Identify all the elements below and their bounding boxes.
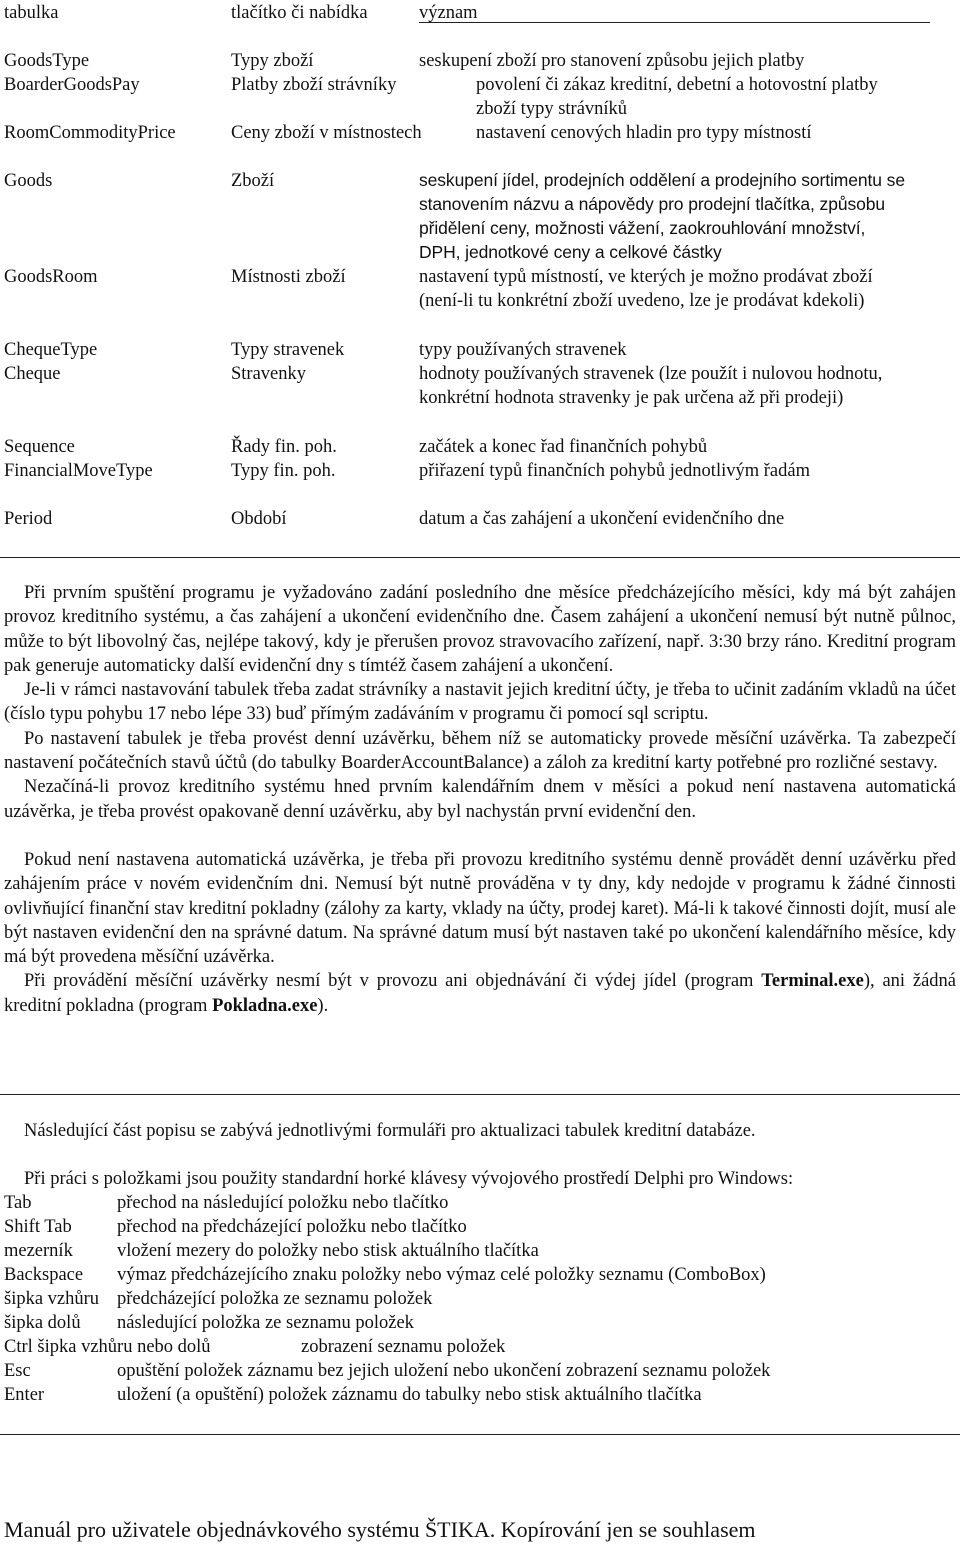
table-cell-button: Typy stravenek	[231, 340, 345, 360]
hotkey-key: mezerník	[4, 1241, 73, 1261]
table-cell-meaning: seskupení jídel, prodejních oddělení a prodejního sortimentu se	[419, 170, 905, 190]
paragraph: Nezačíná-li provoz kreditního systému hned prvním kalendářním dnem v měsíci a pokud není nastavena automatická uzávěrka, je třeba provést opakovaně denní uzávěrku, aby byl nachystán první evidenční den.	[4, 777, 956, 822]
hotkey-key: Tab	[4, 1193, 32, 1213]
header-underline	[419, 22, 930, 23]
table-cell-name: RoomCommodityPrice	[4, 123, 176, 143]
page-footer: Manuál pro uživatele objednávkového systému ŠTIKA. Kopírování jen se souhlasem	[4, 1517, 756, 1542]
table-cell-meaning: začátek a konec řad finančních pohybů	[419, 437, 708, 457]
table-cell-meaning: stanovením názvu a nápovědy pro prodejní tlačítka, způsobu	[419, 194, 886, 214]
table-cell-meaning: přidělení ceny, možnosti vážení, zaokrouhlování množství,	[419, 218, 866, 238]
table-header-col1: tabulka	[4, 3, 59, 23]
paragraph: Je-li v rámci nastavování tabulek třeba zadat strávníky a nastavit jejich kreditní účty, je třeba to učinit zadáním vkladů na účet (číslo typu pohybu 17 nebo lépe 33) buď přímým zadáváním v programu či pomocí sql scriptu.	[4, 680, 956, 725]
table-header-col3: význam	[419, 3, 478, 23]
table-cell-meaning: nastavení typů místností, ve kterých je možno prodávat zboží	[419, 267, 873, 287]
table-cell-name: Period	[4, 509, 53, 529]
table-cell-button: Řady fin. poh.	[231, 437, 337, 457]
hotkey-key: Backspace	[4, 1265, 84, 1285]
program-name: Terminal.exe	[761, 971, 864, 992]
table-cell-meaning: hodnoty používaných stravenek (lze použít i nulovou hodnotu,	[419, 364, 883, 384]
table-cell-meaning: seskupení zboží pro stanovení způsobu jejich platby	[419, 51, 805, 71]
hotkey-desc: předcházející položka ze seznamu položek	[117, 1289, 433, 1309]
table-cell-meaning: konkrétní hodnota stravenky je pak určena až při prodeji)	[419, 388, 844, 408]
hotkey-desc: opuštění položek záznamu bez jejich uložení nebo ukončení zobrazení seznamu položek	[117, 1361, 771, 1381]
table-cell-name: Sequence	[4, 437, 75, 457]
hotkey-key: Esc	[4, 1361, 31, 1381]
table-cell-meaning: přiřazení typů finančních pohybů jednotlivým řadám	[419, 461, 810, 481]
table-cell-button: Období	[231, 509, 287, 529]
table-cell-name: ChequeType	[4, 340, 98, 360]
table-cell-name: GoodsType	[4, 51, 90, 71]
hotkey-key: Enter	[4, 1385, 45, 1405]
table-header-col2: tlačítko či nabídka	[231, 3, 368, 23]
hotkey-desc: uložení (a opuštění) položek záznamu do tabulky nebo stisk aktuálního tlačítka	[117, 1385, 702, 1405]
text-span: ).	[317, 995, 329, 1016]
paragraph: Po nastavení tabulek je třeba provést denní uzávěrku, během níž se automaticky provede měsíční uzávěrka. Ta zabezpečí nastavení počátečních stavů účtů (do tabulky BoarderAccountBalance) a záloh za kreditní karty potřebné pro rozličné sestavy.	[4, 728, 956, 774]
text-section-setup	[4, 581, 956, 1018]
section-divider	[0, 1094, 960, 1095]
table-cell-meaning: typy používaných stravenek	[419, 340, 627, 360]
table-cell-meaning: DPH, jednotkové ceny a celkové částky	[419, 242, 722, 262]
forms-intro: Následující část popisu se zabývá jednotlivými formuláři pro aktualizaci tabulek kreditní databáze.	[24, 1121, 756, 1141]
hotkey-desc: přechod na předcházející položku nebo tlačítko	[117, 1217, 467, 1237]
hotkey-key: šipka vzhůru	[4, 1289, 100, 1309]
paragraph	[4, 969, 956, 1018]
hotkey-desc: výmaz předcházejícího znaku položky nebo výmaz celé položky seznamu (ComboBox)	[117, 1265, 766, 1285]
hotkeys-intro: Při práci s položkami jsou použity standardní horké klávesy vývojového prostředí Delphi pro Windows:	[24, 1169, 794, 1189]
hotkey-desc: přechod na následující položku nebo tlačítko	[117, 1193, 449, 1213]
table-cell-meaning: povolení či zákaz kreditní, debetní a hotovostní platby	[476, 75, 878, 95]
table-cell-button: Platby zboží strávníky	[231, 75, 397, 95]
hotkey-key: Shift Tab	[4, 1217, 72, 1237]
table-cell-meaning: (není-li tu konkrétní zboží uvedeno, lze je prodávat kdekoli)	[419, 291, 865, 311]
program-name: Pokladna.exe	[212, 995, 318, 1016]
section-divider	[0, 1434, 960, 1435]
table-cell-meaning: nastavení cenových hladin pro typy místností	[476, 123, 812, 143]
paragraph: Při prvním spuštění programu je vyžadováno zadání posledního dne měsíce předcházejícího měsíci, kdy má být zahájen provoz kreditního systému, a čas zahájení a ukončení evidenčního dne. Časem zahájení a ukončení nemusí být nutně půlnoc, může to být libovolný čas, nejlépe takový, kdy je přerušen provoz stravovacího zařízení, např. 3:30 brzy ráno. Kreditní program pak generuje automaticky další evidenční dny s tímtéž časem zahájení a ukončení.	[4, 583, 956, 676]
section-divider	[0, 557, 960, 558]
table-cell-name: FinancialMoveType	[4, 461, 153, 481]
hotkey-desc: následující položka ze seznamu položek	[117, 1313, 414, 1333]
table-cell-button: Typy fin. poh.	[231, 461, 336, 481]
table-cell-name: BoarderGoodsPay	[4, 75, 140, 95]
table-cell-button: Ceny zboží v místnostech	[231, 123, 422, 143]
hotkey-desc: zobrazení seznamu položek	[301, 1337, 506, 1357]
hotkey-desc: vložení mezery do položky nebo stisk aktuálního tlačítka	[117, 1241, 539, 1261]
text-span: ), ani žádná kreditní pokladna (program	[4, 971, 957, 1016]
paragraph: Pokud není nastavena automatická uzávěrka, je třeba při provozu kreditního systému denně provádět denní uzávěrku před zahájením práce v novém evidenčním dni. Nemusí být nutně prováděna v ty dny, kdy nedojde v programu k žádné činnosti ovlivňující finanční stav kreditní pokladny (zálohy za karty, vklady na účty, prodej karet). Má-li k takové činnosti dojít, musí ale být nastaven evidenční den na správné datum. Na správné datum musí být nastaven také po ukončení kalendářního měsíce, kdy má být provedena měsíční uzávěrka.	[4, 849, 956, 968]
table-cell-meaning: datum a čas zahájení a ukončení evidenčního dne	[419, 509, 785, 529]
table-cell-button: Typy zboží	[231, 51, 314, 71]
table-cell-name: GoodsRoom	[4, 267, 98, 287]
hotkey-key: Ctrl šipka vzhůru nebo dolů	[4, 1337, 211, 1357]
text-span: Při provádění měsíční uzávěrky nesmí být v provozu ani objednávání či výdej jídel (program	[24, 971, 762, 992]
table-cell-button: Zboží	[231, 171, 275, 191]
table-cell-name: Cheque	[4, 364, 61, 384]
table-cell-button: Místnosti zboží	[231, 267, 346, 287]
hotkey-key: šipka dolů	[4, 1313, 81, 1333]
table-cell-meaning: zboží typy strávníků	[476, 99, 628, 119]
table-cell-button: Stravenky	[231, 364, 307, 384]
table-cell-name: Goods	[4, 171, 53, 191]
